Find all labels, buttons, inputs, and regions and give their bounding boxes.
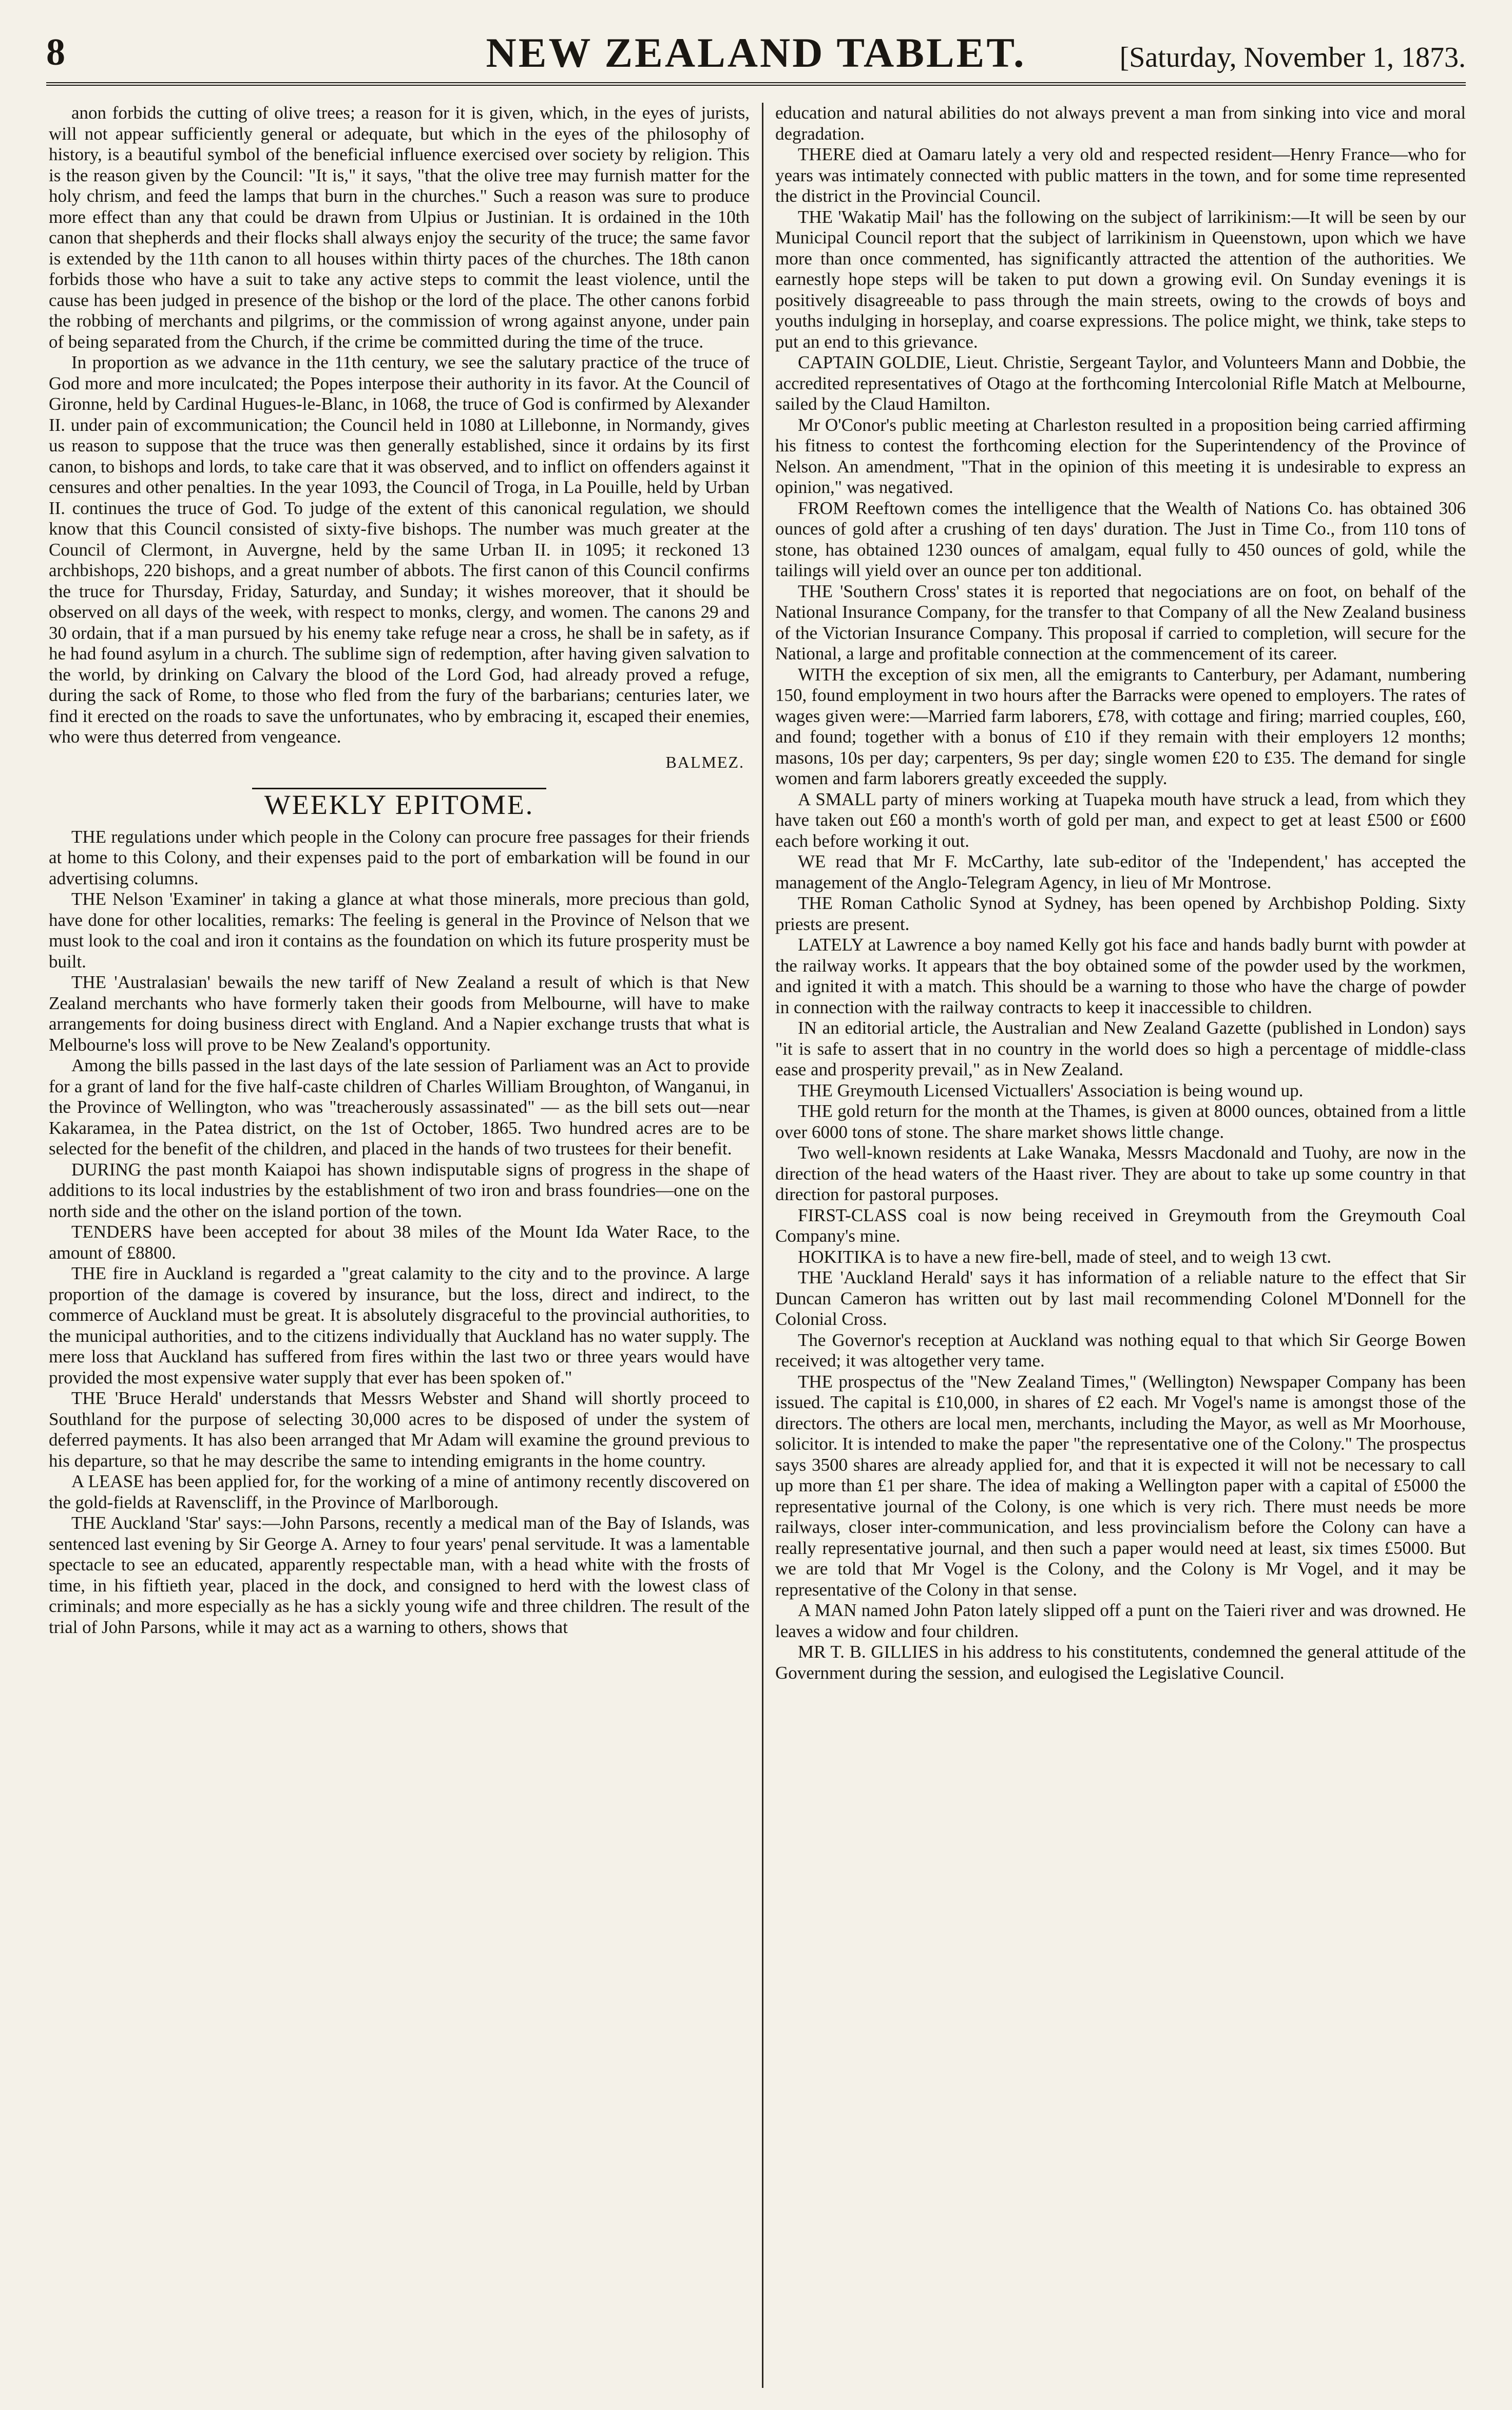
- epitome-item: THE 'Wakatip Mail' has the following on the subject of larrikinism:—It will be seen by our Municipal Council report that the subject of larrikinism in Queenstown, upon which we have more than once commented, has significantly attracted the attention of the authorities. We earnestly hope steps will be taken to put down a growing evil. On Sunday evenings it is positively disagreeable to pass through the main streets, owing to the crowds of boys and youths indulging in horseplay, and coarse expressions. The police might, we think, take steps to put an end to this grievance.: [775, 206, 1466, 352]
- epitome-item: A SMALL party of miners working at Tuapeka mouth have struck a lead, from which they have taken out £60 a month's worth of gold per man, and expect to get at least £500 or £600 each before working it out.: [775, 789, 1466, 851]
- epitome-item: TENDERS have been accepted for about 38 miles of the Mount Ida Water Race, to the amount of £8800.: [49, 1222, 750, 1263]
- epitome-item: A LEASE has been applied for, for the working of a mine of antimony recently discovered on the gold-fields at Ravenscliff, in the Province of Marlborough.: [49, 1471, 750, 1512]
- epitome-item: THE Nelson 'Examiner' in taking a glance at what those minerals, more precious than gold, have done for other localities, remarks: The feeling is general in the Province of Nelson that we must look to the coal and iron it contains as the foundation on which its future prosperity must be built.: [49, 889, 750, 972]
- column-rule: [762, 103, 763, 2388]
- epitome-item: THE 'Bruce Herald' understands that Messrs Webster and Shand will shortly proceed to Southland for the purpose of selecting 30,000 acres to be disposed of under the system of deferred payments. It has also been arranged that Mr Adam will examine the ground previous to his departure, so that he may describe the same to intending emigrants in the home country.: [49, 1388, 750, 1471]
- epitome-item: THE Greymouth Licensed Victuallers' Association is being wound up.: [798, 1080, 1304, 1100]
- page-number: 8: [46, 31, 65, 73]
- epitome-item: Two well-known residents at Lake Wanaka, Messrs Macdonald and Tuohy, are now in the direction of the head waters of the Haast river. They are about to take up some country in that direction for pastoral purposes.: [775, 1143, 1466, 1204]
- epitome-item: DURING the past month Kaiapoi has shown indisputable signs of progress in the shape of additions to its local industries by the establishment of two iron and brass foundries—one on the north side and the other on the island portion of the town.: [49, 1159, 750, 1221]
- page-header: [46, 26, 1466, 86]
- epitome-item: FIRST-CLASS coal is now being received in Greymouth from the Greymouth Coal Company's mine.: [775, 1205, 1466, 1246]
- article-paragraph: anon forbids the cutting of olive trees; a reason for it is given, which, in the eyes of jurists, will not appear sufficiently general or adequate, but which in the eyes of the philosophy of history, is a beautiful symbol of the beneficial influence exercised over society by religion. This is the reason given by the Council: "It is," it says, "that the olive tree may furnish matter for the holy chrism, and feed the lamps that burn in the churches." Such a reason was sure to produce more effect than any that could be drawn from Ulpius or Justinian. It is ordained in the 10th canon that shepherds and their flocks shall always enjoy the security of the truce; the same favor is extended by the 11th canon to all houses within thirty paces of the churches. The 18th canon forbids those who have a suit to take any active steps to commit the least violence, until the cause has been judged in presence of the bishop or the lord of the place. The other canons forbid the robbing of merchants and pilgrims, or the commission of wrong against anyone, under pain of being separated from the Church, if the crime be committed during the time of the truce.: [49, 103, 750, 352]
- epitome-item: THE Roman Catholic Synod at Sydney, has been opened by Archbishop Polding. Sixty priests are present.: [775, 893, 1466, 934]
- epitome-item: THE 'Auckland Herald' says it has information of a reliable nature to the effect that Sir Duncan Cameron has written out by last mail recommending Colonel M'Donnell for the Colonial Cross.: [775, 1267, 1466, 1329]
- epitome-item: THE gold return for the month at the Thames, is given at 8000 ounces, obtained from a little over 6000 tons of stone. The share market shows little change.: [775, 1101, 1466, 1142]
- epitome-item: CAPTAIN GOLDIE, Lieut. Christie, Sergeant Taylor, and Volunteers Mann and Dobbie, the accredited representatives of Otago at the forthcoming Intercolonial Rifle Match at Melbourne, sailed by the Claud Hamilton.: [775, 352, 1466, 414]
- epitome-item: THE prospectus of the "New Zealand Times," (Wellington) Newspaper Company has been issued. The capital is £10,000, in shares of £2 each. Mr Vogel's name is amongst those of the directors. The others are local men, merchants, including the Mayor, as well as Mr Moorhouse, solicitor. It is intended to make the paper "the representative one of the Colony." The prospectus says 3500 shares are already applied for, and that it is expected it will not be necessary to call up more than £1 per share. The idea of making a Wellington paper with a capital of £5000 the representative journal of the Colony, is one which is very rich. There must needs be more railways, closer inter-communication, and less provincialism before the Colony can have a really representative journal, and then such a paper would need at least, six times £5000. But we are told that Mr Vogel is the Colony, and the Colony is Mr Vogel, and it may be representative of the Colony in that sense.: [775, 1371, 1466, 1600]
- epitome-item: THE 'Southern Cross' states it is reported that negociations are on foot, on behalf of the National Insurance Company, for the transfer to that Company of all the New Zealand business of the Victorian Insurance Company. This proposal if carried to completion, will secure for the National, a large and profitable connection at the commencement of its career.: [775, 581, 1466, 663]
- masthead-title: NEW ZEALAND TABLET.: [486, 29, 1026, 76]
- epitome-item: LATELY at Lawrence a boy named Kelly got his face and hands badly burnt with powder at the railway works. It appears that the boy obtained some of the powder used by the workmen, and ignited it with a match. This should be a warning to those who have the charge of powder in connection with the railway contracts to keep it inaccessible to children.: [775, 935, 1466, 1017]
- epitome-item: THE Auckland 'Star' says:—John Parsons, recently a medical man of the Bay of Islands, was sentenced last evening by Sir George A. Arney to four years' penal servitude. It was a lamentable spectacle to see an educated, apparently respectable man, with a head white with the frosts of time, in his fiftieth year, placed in the dock, and consigned to herd with the lowest class of criminals; and more especially as he has a sickly young wife and three children. The result of the trial of John Parsons, while it may act as a warning to others, shows that: [49, 1513, 750, 1637]
- epitome-item: WE read that Mr F. McCarthy, late sub-editor of the 'Independent,' has accepted the management of the Anglo-Telegram Agency, in lieu of Mr Montrose.: [775, 851, 1466, 893]
- epitome-item: education and natural abilities do not always prevent a man from sinking into vice and moral degradation.: [775, 103, 1466, 144]
- epitome-item: THE regulations under which people in the Colony can procure free passages for their friends at home to this Colony, and their expenses paid to the port of embarkation will be found in our advertising columns.: [49, 826, 750, 888]
- epitome-item: FROM Reeftown comes the intelligence that the Wealth of Nations Co. has obtained 306 ounces of gold after a crushing of ten days' duration. The Just in Time Co., from 110 tons of stone, has obtained 1230 ounces of amalgam, equal fully to 450 ounces of gold, while the tailings will yield over an ounce per ton additional.: [775, 498, 1466, 580]
- article-signature: BALMEZ.: [665, 752, 744, 771]
- article-paragraph: In proportion as we advance in the 11th century, we see the salutary practice of the truce of God more and more inculcated; the Popes interpose their authority in its favor. At the Council of Gironne, held by Cardinal Hugues-le-Blanc, in 1068, the truce of God is confirmed by Alexander II. under pain of excommunication; the Council held in 1080 at Lillebonne, in Normandy, gives us reason to suppose that the truce was then generally established, since it ordains by its first canon, to bishops and lords, to take care that it was observed, and to inflict on offenders against it censures and other penalties. In the year 1093, the Council of Troga, in La Pouille, held by Urban II. continues the truce of God. To judge of the extent of this canonical regulation, we should know that this Council consisted of sixty-five bishops. The number was much greater at the Council of Clermont, in Auvergne, held by the same Urban II. in 1095; it reckoned 13 archbishops, 220 bishops, and a great number of abbots. The first canon of this Council confirms the truce for Thursday, Friday, Saturday, and Sunday; it wishes moreover, that it should be observed on all days of the week, with respect to monks, clergy, and women. The canons 29 and 30 ordain, that if a man pursued by his enemy take refuge near a cross, he shall be in safety, as if he had found asylum in a church. The sublime sign of redemption, after having given salvation to the world, by drinking on Calvary the blood of the Lord God, had already proved a refuge, during the sack of Rome, to those who fled from the fury of the barbarians; centuries later, we find it erected on the roads to save the unfortunates, who by embracing it, escaped their enemies, who were thus deterred from vengeance.: [49, 352, 750, 747]
- epitome-item: IN an editorial article, the Australian and New Zealand Gazette (published in London) says "it is safe to assert that in no country in the world does so high a percentage of middle-class ease and prosperity prevail," as in New Zealand.: [775, 1018, 1466, 1079]
- left-column: [49, 103, 750, 2388]
- epitome-item: THE fire in Auckland is regarded a "great calamity to the city and to the province. A large proportion of the damage is covered by insurance, but the loss, direct and indirect, to the commerce of Auckland must be great. It is absolutely disgraceful to the provincial authorities, to the municipal authorities, and to the citizens individually that Auckland has no water supply. The mere loss that Auckland has suffered from fires within the last two or three years would have provided the most expensive water supply that ever has been spoken of.": [49, 1263, 750, 1388]
- epitome-item: THE 'Australasian' bewails the new tariff of New Zealand a result of which is that New Zealand merchants who have formerly taken their goods from Melbourne, will have to make arrangements for doing business direct with England. And a Napier exchange trusts that what is Melbourne's loss will prove to be New Zealand's opportunity.: [49, 972, 750, 1055]
- epitome-item: HOKITIKA is to have a new fire-bell, made of steel, and to weigh 13 cwt.: [798, 1246, 1331, 1267]
- epitome-item: Mr O'Conor's public meeting at Charleston resulted in a proposition being carried affirming his fitness to contest the forthcoming election for the Superintendency of the Province of Nelson. An amendment, "That in the opinion of this meeting it is undesirable to express an opinion," was negatived.: [775, 414, 1466, 497]
- section-heading: WEEKLY EPITOME.: [264, 789, 534, 820]
- right-column: [775, 103, 1466, 2388]
- epitome-item: The Governor's reception at Auckland was nothing equal to that which Sir George Bowen received; it was altogether very tame.: [775, 1330, 1466, 1371]
- epitome-item: MR T. B. GILLIES in his address to his constitutents, condemned the general attitude of the Government during the session, and eulogised the Legislative Council.: [775, 1642, 1466, 1683]
- epitome-item: THERE died at Oamaru lately a very old and respected resident—Henry France—who for years was intimately connected with public matters in the town, and for some time represented the district in the Provincial Council.: [775, 144, 1466, 206]
- epitome-item: WITH the exception of six men, all the emigrants to Canterbury, per Adamant, numbering 150, found employment in two hours after the Barracks were opened to employers. The rates of wages given were:—Married farm laborers, £78, with cottage and firing; married couples, £60, and found; together with a bonus of £10 if they remain with their employers 12 months; masons, 10s per day; carpenters, 9s per day; single women £20 to £35. The demand for single women and farm laborers greatly exceeded the supply.: [775, 664, 1466, 788]
- dateline: [Saturday, November 1, 1873.: [1119, 42, 1466, 73]
- epitome-item: A MAN named John Paton lately slipped off a punt on the Taieri river and was drowned. He leaves a widow and four children.: [775, 1600, 1466, 1641]
- epitome-item: Among the bills passed in the last days of the late session of Parliament was an Act to provide for a grant of land for the five half-caste children of Charles William Broughton, of Wanganui, in the Province of Wellington, who was "treacherously assassinated" — as the bill sets out—near Kakaramea, in the Patea district, on the 1st of October, 1865. Two hundred acres are to be selected for the benefit of the children, and placed in the hands of two trustees for their benefit.: [49, 1055, 750, 1159]
